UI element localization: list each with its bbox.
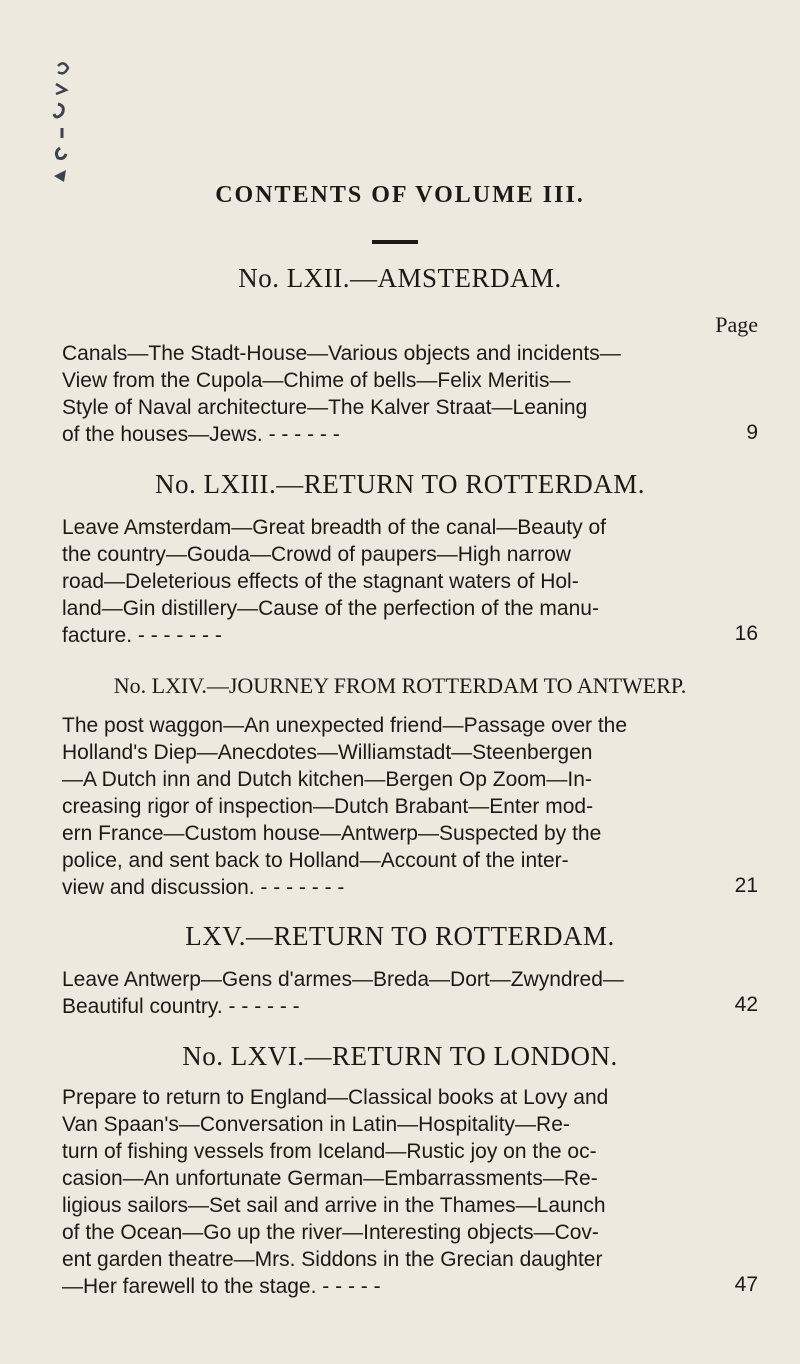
summary-line: road—Deleterious effects of the stagnant waters of Hol- — [62, 570, 579, 593]
summary-line: Prepare to return to England—Classical books at Lovy and — [62, 1086, 609, 1109]
summary-line: Van Spaan's—Conversation in Latin—Hospitality—Re- — [62, 1113, 570, 1136]
summary-line: Style of Naval architecture—The Kalver Straat—Leaning — [62, 396, 588, 419]
summary-line: facture. - - - - - - - — [62, 624, 222, 647]
summary-line: Leave Antwerp—Gens d'armes—Breda—Dort—Zwyndred— — [62, 968, 624, 991]
page-column-label: Page — [715, 312, 758, 337]
summary-line: casion—An unfortunate German—Embarrassments—Re- — [62, 1167, 598, 1190]
contents-heading: CONTENTS OF VOLUME III. — [215, 182, 585, 208]
summary-line: The post waggon—An unexpected friend—Passage over the — [62, 714, 628, 737]
chapter-title: LXV.—RETURN TO ROTTERDAM. — [185, 921, 615, 951]
summary-line: creasing rigor of inspection—Dutch Brabant—Enter mod- — [62, 795, 594, 818]
page-number: 47 — [734, 1273, 758, 1296]
summary-line: land—Gin distillery—Cause of the perfection of the manu- — [62, 597, 599, 620]
chapter-title: No. LXII.—AMSTERDAM. — [238, 263, 562, 293]
summary-line: view and discussion. - - - - - - - — [62, 876, 345, 899]
summary-line: the country—Gouda—Crowd of paupers—High narrow — [62, 543, 571, 566]
summary-line: ligious sailors—Set sail and arrive in the Thames—Launch — [62, 1194, 606, 1217]
summary-line: turn of fishing vessels from Iceland—Rustic joy on the oc- — [62, 1140, 597, 1163]
chapter-summary — [62, 514, 738, 649]
summary-line: —Her farewell to the stage. - - - - - — [62, 1275, 381, 1298]
chapter-lxv — [0, 920, 800, 952]
chapter-summary — [62, 1084, 738, 1300]
chapter-lxvi — [0, 1040, 800, 1072]
summary-line: View from the Cupola—Chime of bells—Felix Meritis— — [62, 369, 571, 392]
summary-line: of the Ocean—Go up the river—Interesting objects—Cov- — [62, 1221, 599, 1244]
summary-line: Holland's Diep—Anecdotes—Williamstadt—Steenbergen — [62, 741, 593, 764]
summary-line: ern France—Custom house—Antwerp—Suspected by the — [62, 822, 602, 845]
summary-line: of the houses—Jews. - - - - - - — [62, 423, 340, 446]
heading-divider — [372, 240, 418, 244]
chapter-title: No. LXIV.—JOURNEY FROM ROTTERDAM TO ANTWERP. — [113, 673, 687, 698]
summary-line: —A Dutch inn and Dutch kitchen—Bergen Op Zoom—In- — [62, 768, 592, 791]
summary-line: police, and sent back to Holland—Account of the inter- — [62, 849, 569, 872]
chapter-summary — [62, 712, 738, 901]
chapter-title: No. LXIII.—RETURN TO ROTTERDAM. — [155, 469, 645, 499]
summary-line: Beautiful country. - - - - - - — [62, 995, 300, 1018]
chapter-lxiv — [0, 670, 800, 702]
summary-line: ent garden theatre—Mrs. Siddons in the Grecian daughter — [62, 1248, 603, 1271]
summary-line: Leave Amsterdam—Great breadth of the canal—Beauty of — [62, 516, 606, 539]
chapter-summary — [62, 966, 738, 1020]
chapter-summary — [62, 340, 738, 448]
page-number: 9 — [746, 421, 758, 444]
summary-line: Canals—The Stadt-House—Various objects and incidents— — [62, 342, 621, 365]
chapter-lxii — [0, 262, 800, 294]
chapter-lxiii — [0, 468, 800, 500]
page-number: 21 — [734, 874, 758, 897]
page-number: 42 — [734, 993, 758, 1016]
chapter-title: No. LXVI.—RETURN TO LONDON. — [182, 1041, 618, 1071]
page-number: 16 — [734, 622, 758, 645]
